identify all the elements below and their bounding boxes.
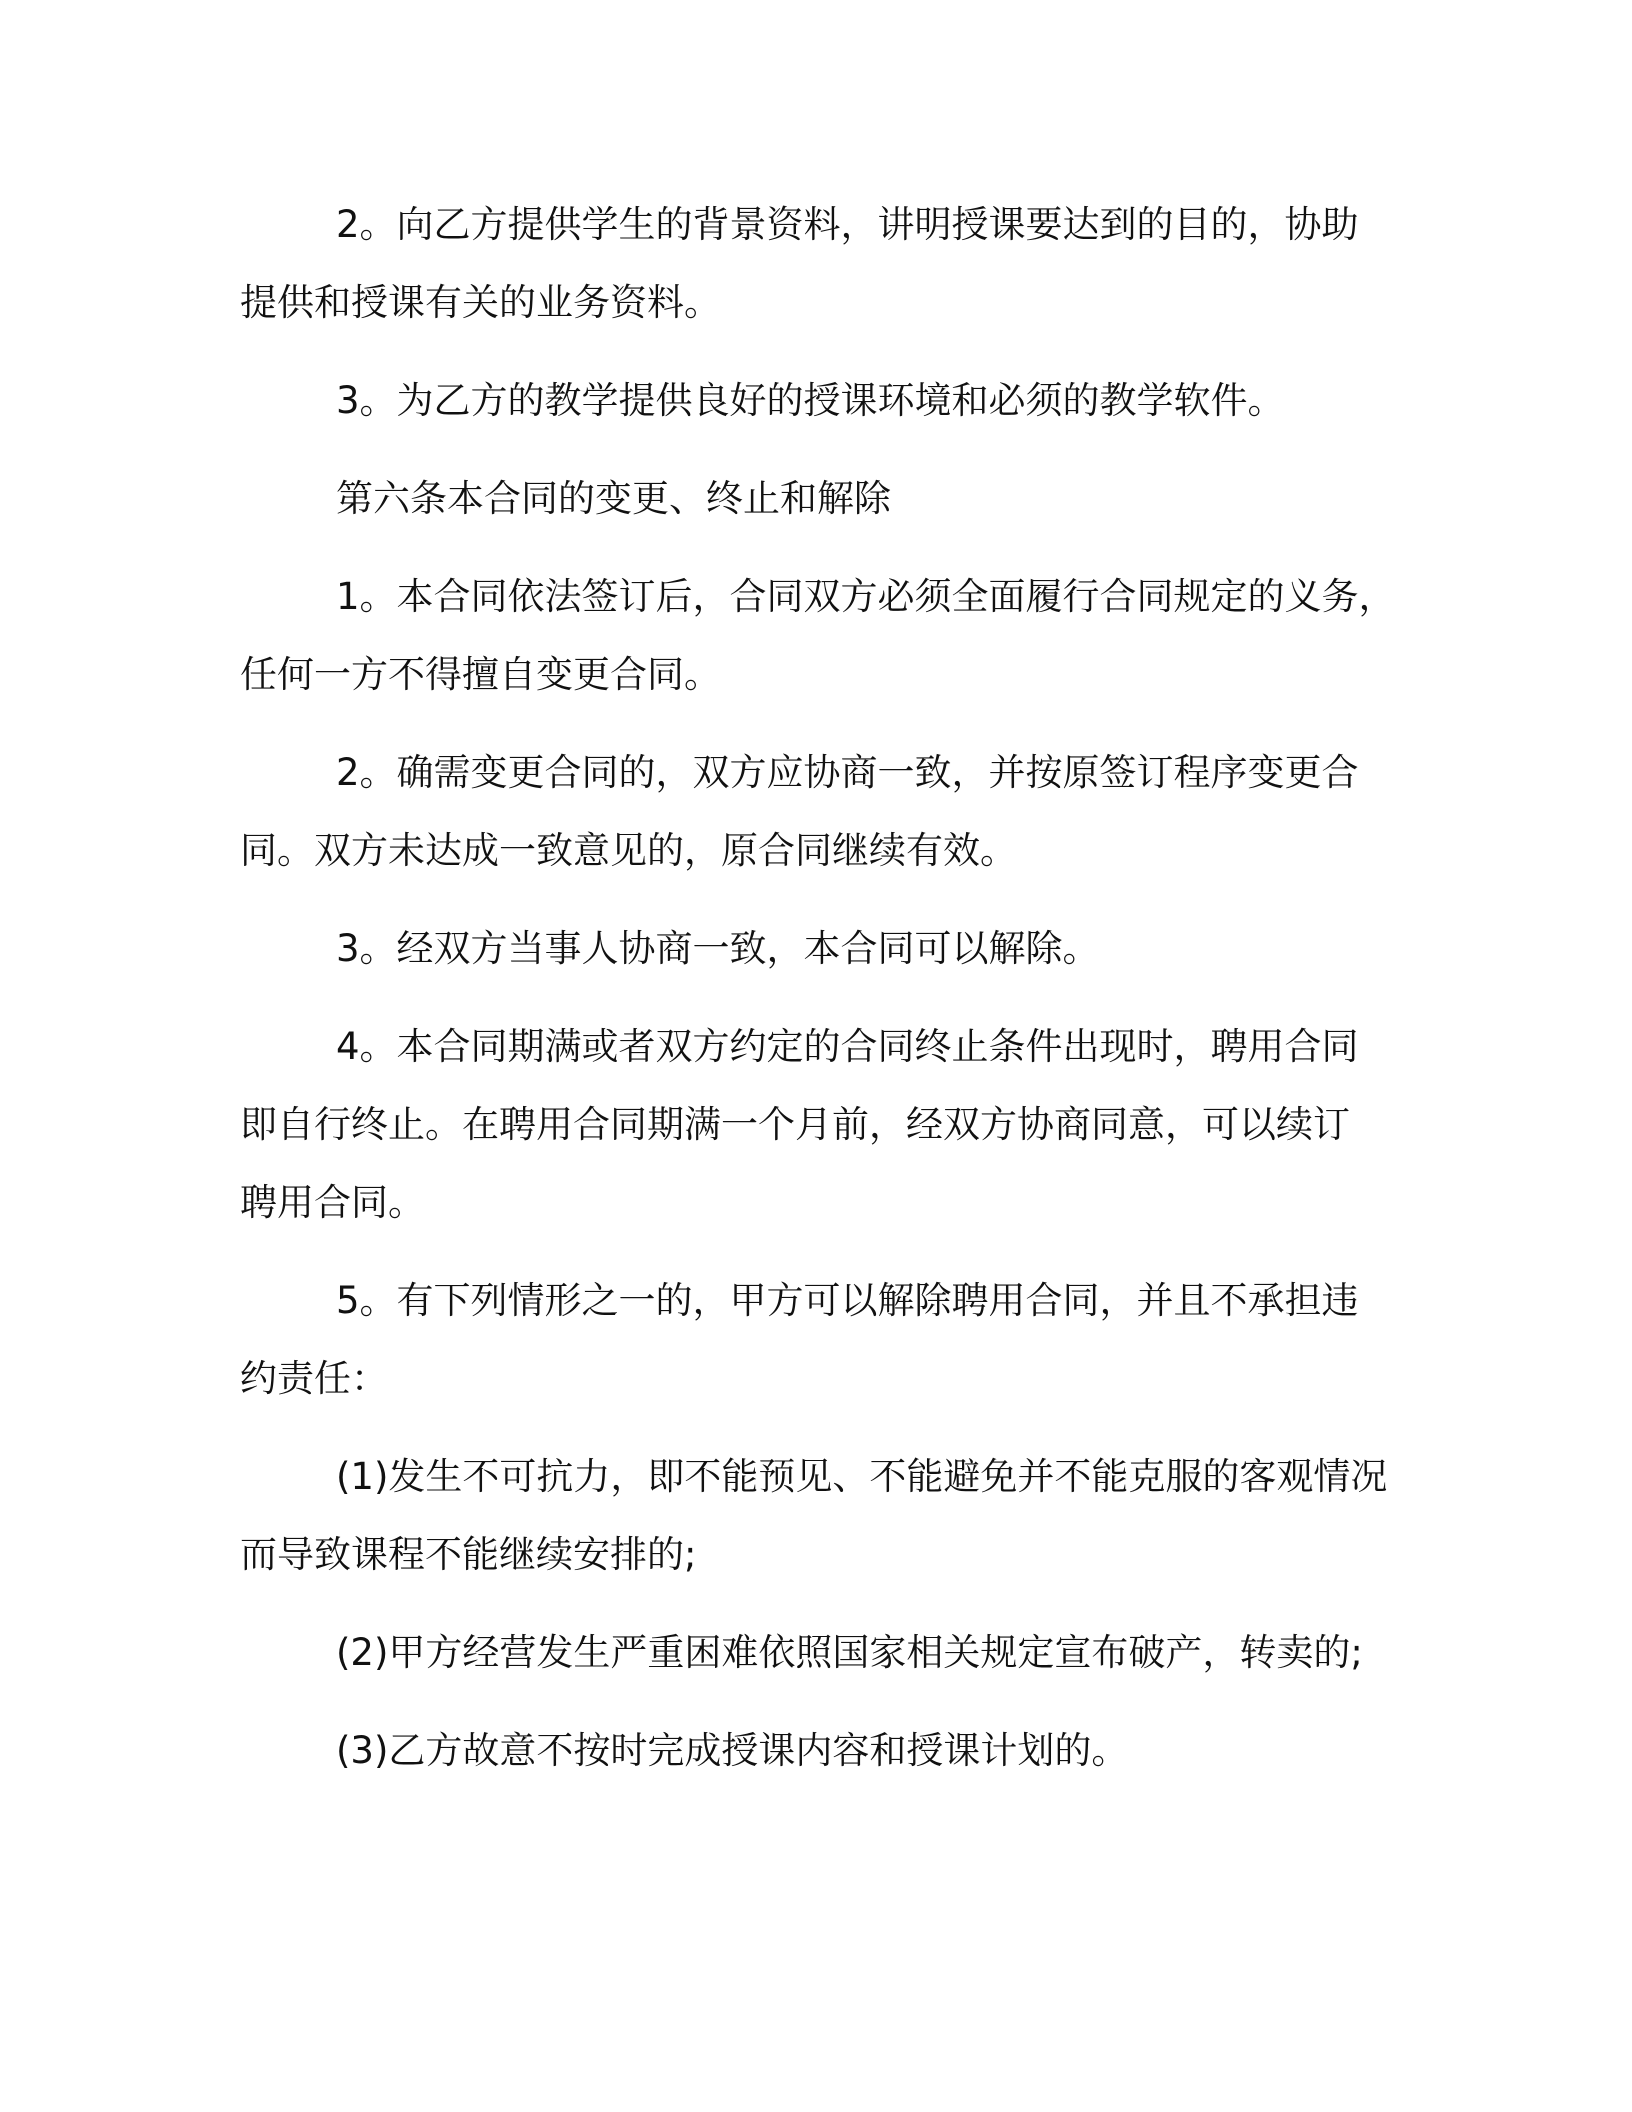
- paragraph-subclause-1: [240, 1438, 1390, 1594]
- paragraph-clause-1: [240, 558, 1396, 714]
- text-line: 提供和授课有关的业务资料。: [240, 281, 721, 324]
- text-line: 3。为乙方的教学提供良好的授课环境和必须的教学软件。: [336, 379, 1285, 422]
- paragraph-item-2: [240, 186, 1390, 342]
- text-line: 1。本合同依法签订后，合同双方必须全面履行合同规定的义务，: [336, 575, 1396, 618]
- paragraph-subclause-2: [240, 1614, 1390, 1692]
- text-line: 第六条本合同的变更、终止和解除: [336, 477, 891, 520]
- text-line: 2。向乙方提供学生的背景资料，讲明授课要达到的目的，协助: [336, 203, 1359, 246]
- text-line: 而导致课程不能继续安排的;: [240, 1533, 697, 1576]
- text-line: 同。双方未达成一致意见的，原合同继续有效。: [240, 829, 1017, 872]
- paragraph-clause-4: [240, 1008, 1390, 1242]
- text-line: 3。经双方当事人协商一致，本合同可以解除。: [336, 927, 1100, 970]
- document-body: [240, 186, 1396, 1810]
- text-line: 约责任：: [240, 1357, 388, 1400]
- text-line: 2。确需变更合同的，双方应协商一致，并按原签订程序变更合: [336, 751, 1359, 794]
- paragraph-clause-5: [240, 1262, 1390, 1418]
- text-line: (2)甲方经营发生严重困难依照国家相关规定宣布破产，转卖的;: [336, 1631, 1363, 1674]
- paragraph-clause-2: [240, 734, 1390, 890]
- section-heading-article-6: [240, 460, 1390, 538]
- text-line: 4。本合同期满或者双方约定的合同终止条件出现时，聘用合同: [336, 1025, 1359, 1068]
- text-line: 即自行终止。在聘用合同期满一个月前，经双方协商同意，可以续订: [240, 1103, 1350, 1146]
- text-line: 5。有下列情形之一的，甲方可以解除聘用合同，并且不承担违: [336, 1279, 1359, 1322]
- paragraph-subclause-3: [240, 1712, 1390, 1790]
- text-line: 聘用合同。: [240, 1181, 425, 1224]
- paragraph-clause-3: [240, 910, 1390, 988]
- text-line: 任何一方不得擅自变更合同。: [240, 653, 721, 696]
- paragraph-item-3: [240, 362, 1390, 440]
- text-line: (3)乙方故意不按时完成授课内容和授课计划的。: [336, 1729, 1129, 1772]
- text-line: (1)发生不可抗力，即不能预见、不能避免并不能克服的客观情况: [336, 1455, 1388, 1498]
